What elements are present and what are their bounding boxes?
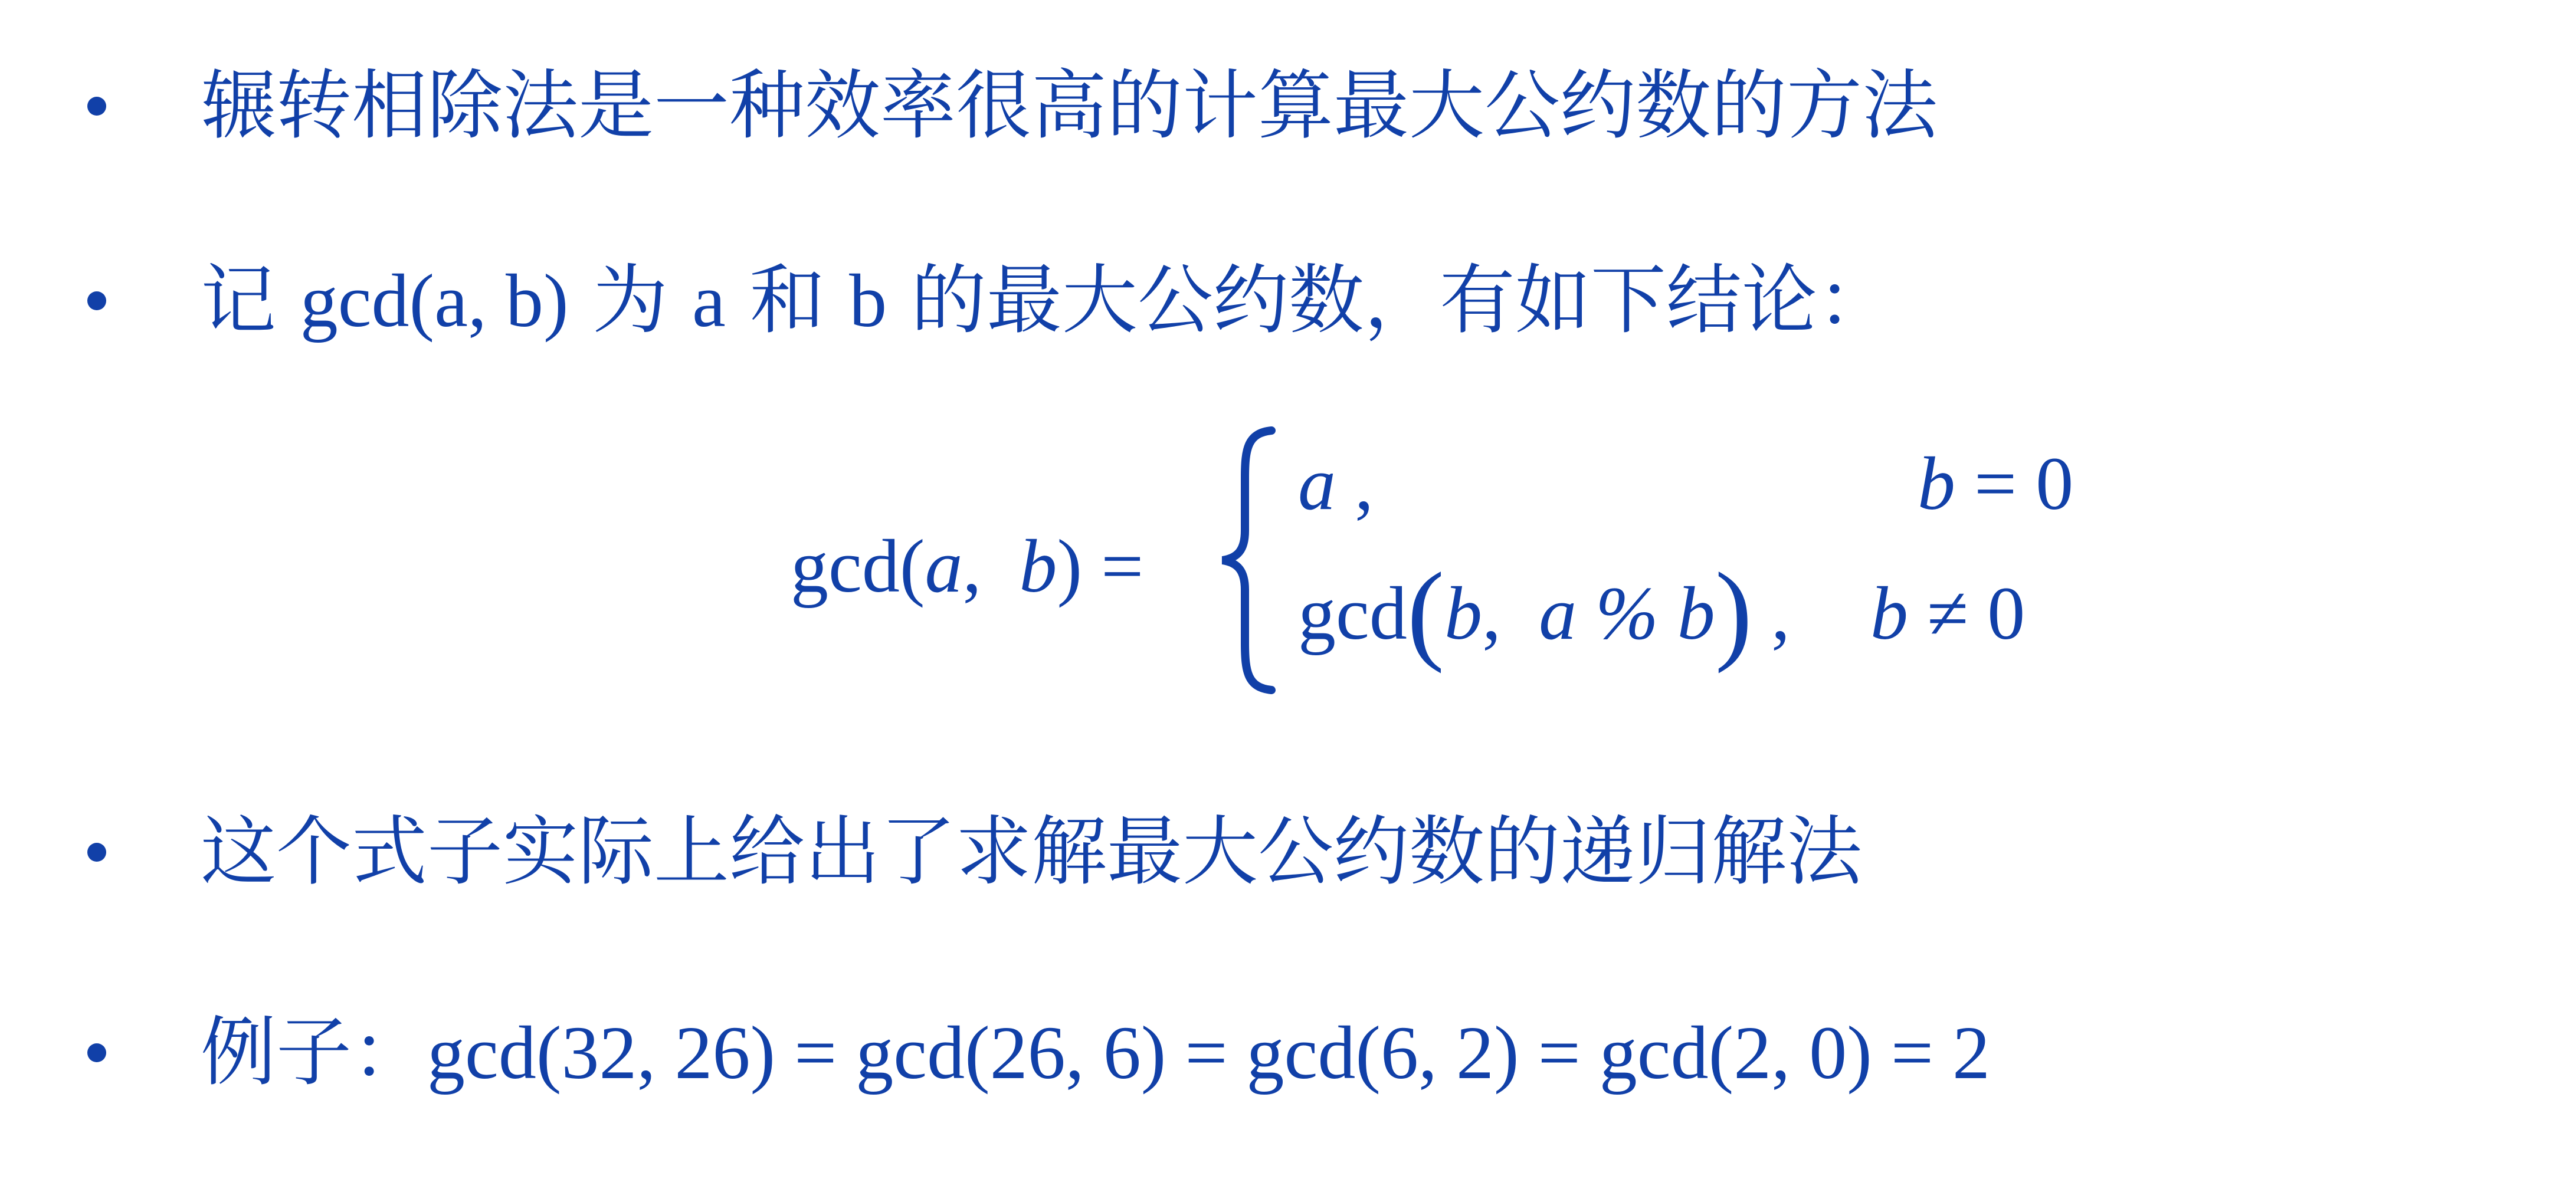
bullet-dot-icon [87, 1043, 106, 1062]
bullet2-part-3: 为 [568, 257, 692, 344]
formula-lhs-close: ) = [1057, 524, 1144, 608]
example-expression: gcd(32, 26) = gcd(26, 6) = gcd(6, 2) = gcd(2, 0) = 2 [427, 1011, 1991, 1095]
example-label: 例子： [201, 1009, 428, 1096]
case2-b2: b [1677, 571, 1715, 655]
formula-lhs-b: b [1019, 524, 1057, 608]
case2-fn: gcd [1298, 571, 1407, 655]
formula-lhs-fn: gcd( [791, 524, 925, 608]
gcd-formula [791, 425, 2148, 708]
bullet-text-1: 辗转相除法是一种效率很高的计算最大公约数的方法 [201, 62, 1938, 150]
formula-lhs [791, 519, 1143, 613]
case2-cond-var: b [1870, 571, 1908, 655]
bullet-text-2 [201, 254, 1893, 348]
case2-mod: % [1577, 571, 1677, 655]
case2-close-paren: ) [1715, 550, 1752, 674]
bullet2-var-b: b [849, 259, 887, 343]
bullet2-var-a: a [691, 259, 726, 343]
bullet2-part-1: 记 [201, 257, 300, 344]
case2-condition [1870, 566, 2025, 661]
case1-cond-rest: = 0 [1955, 442, 2074, 525]
case1-condition [1918, 436, 2073, 531]
bullet2-part-5: 和 [725, 257, 850, 344]
bullet-dot-icon [87, 97, 106, 116]
case-row-1 [1298, 436, 1374, 531]
case2-comma-after: , [1752, 571, 1790, 655]
case1-cond-var: b [1918, 442, 1955, 525]
formula-lhs-a: a [925, 524, 963, 608]
bullet2-part-7: 的最大公约数，有如下结论： [887, 257, 1893, 344]
bullet-text-4 [201, 1006, 1990, 1100]
bullet-dot-icon [87, 843, 106, 862]
bullet2-gcd: gcd(a, b) [300, 259, 569, 343]
left-brace [1215, 425, 1280, 696]
case-row-2 [1298, 550, 1790, 674]
case2-cond-rest: ≠ 0 [1908, 571, 2026, 655]
case2-open-paren: ( [1407, 550, 1445, 674]
bullet-text-3: 这个式子实际上给出了求解最大公约数的递归解法 [201, 808, 1863, 896]
case2-b: b [1444, 571, 1483, 655]
case1-value: a [1298, 442, 1336, 525]
bullet-dot-icon [87, 291, 106, 310]
formula-lhs-comma: , [962, 524, 1020, 608]
case2-comma: , [1482, 571, 1539, 655]
case2-a: a [1539, 571, 1577, 655]
case1-comma: , [1336, 442, 1374, 525]
